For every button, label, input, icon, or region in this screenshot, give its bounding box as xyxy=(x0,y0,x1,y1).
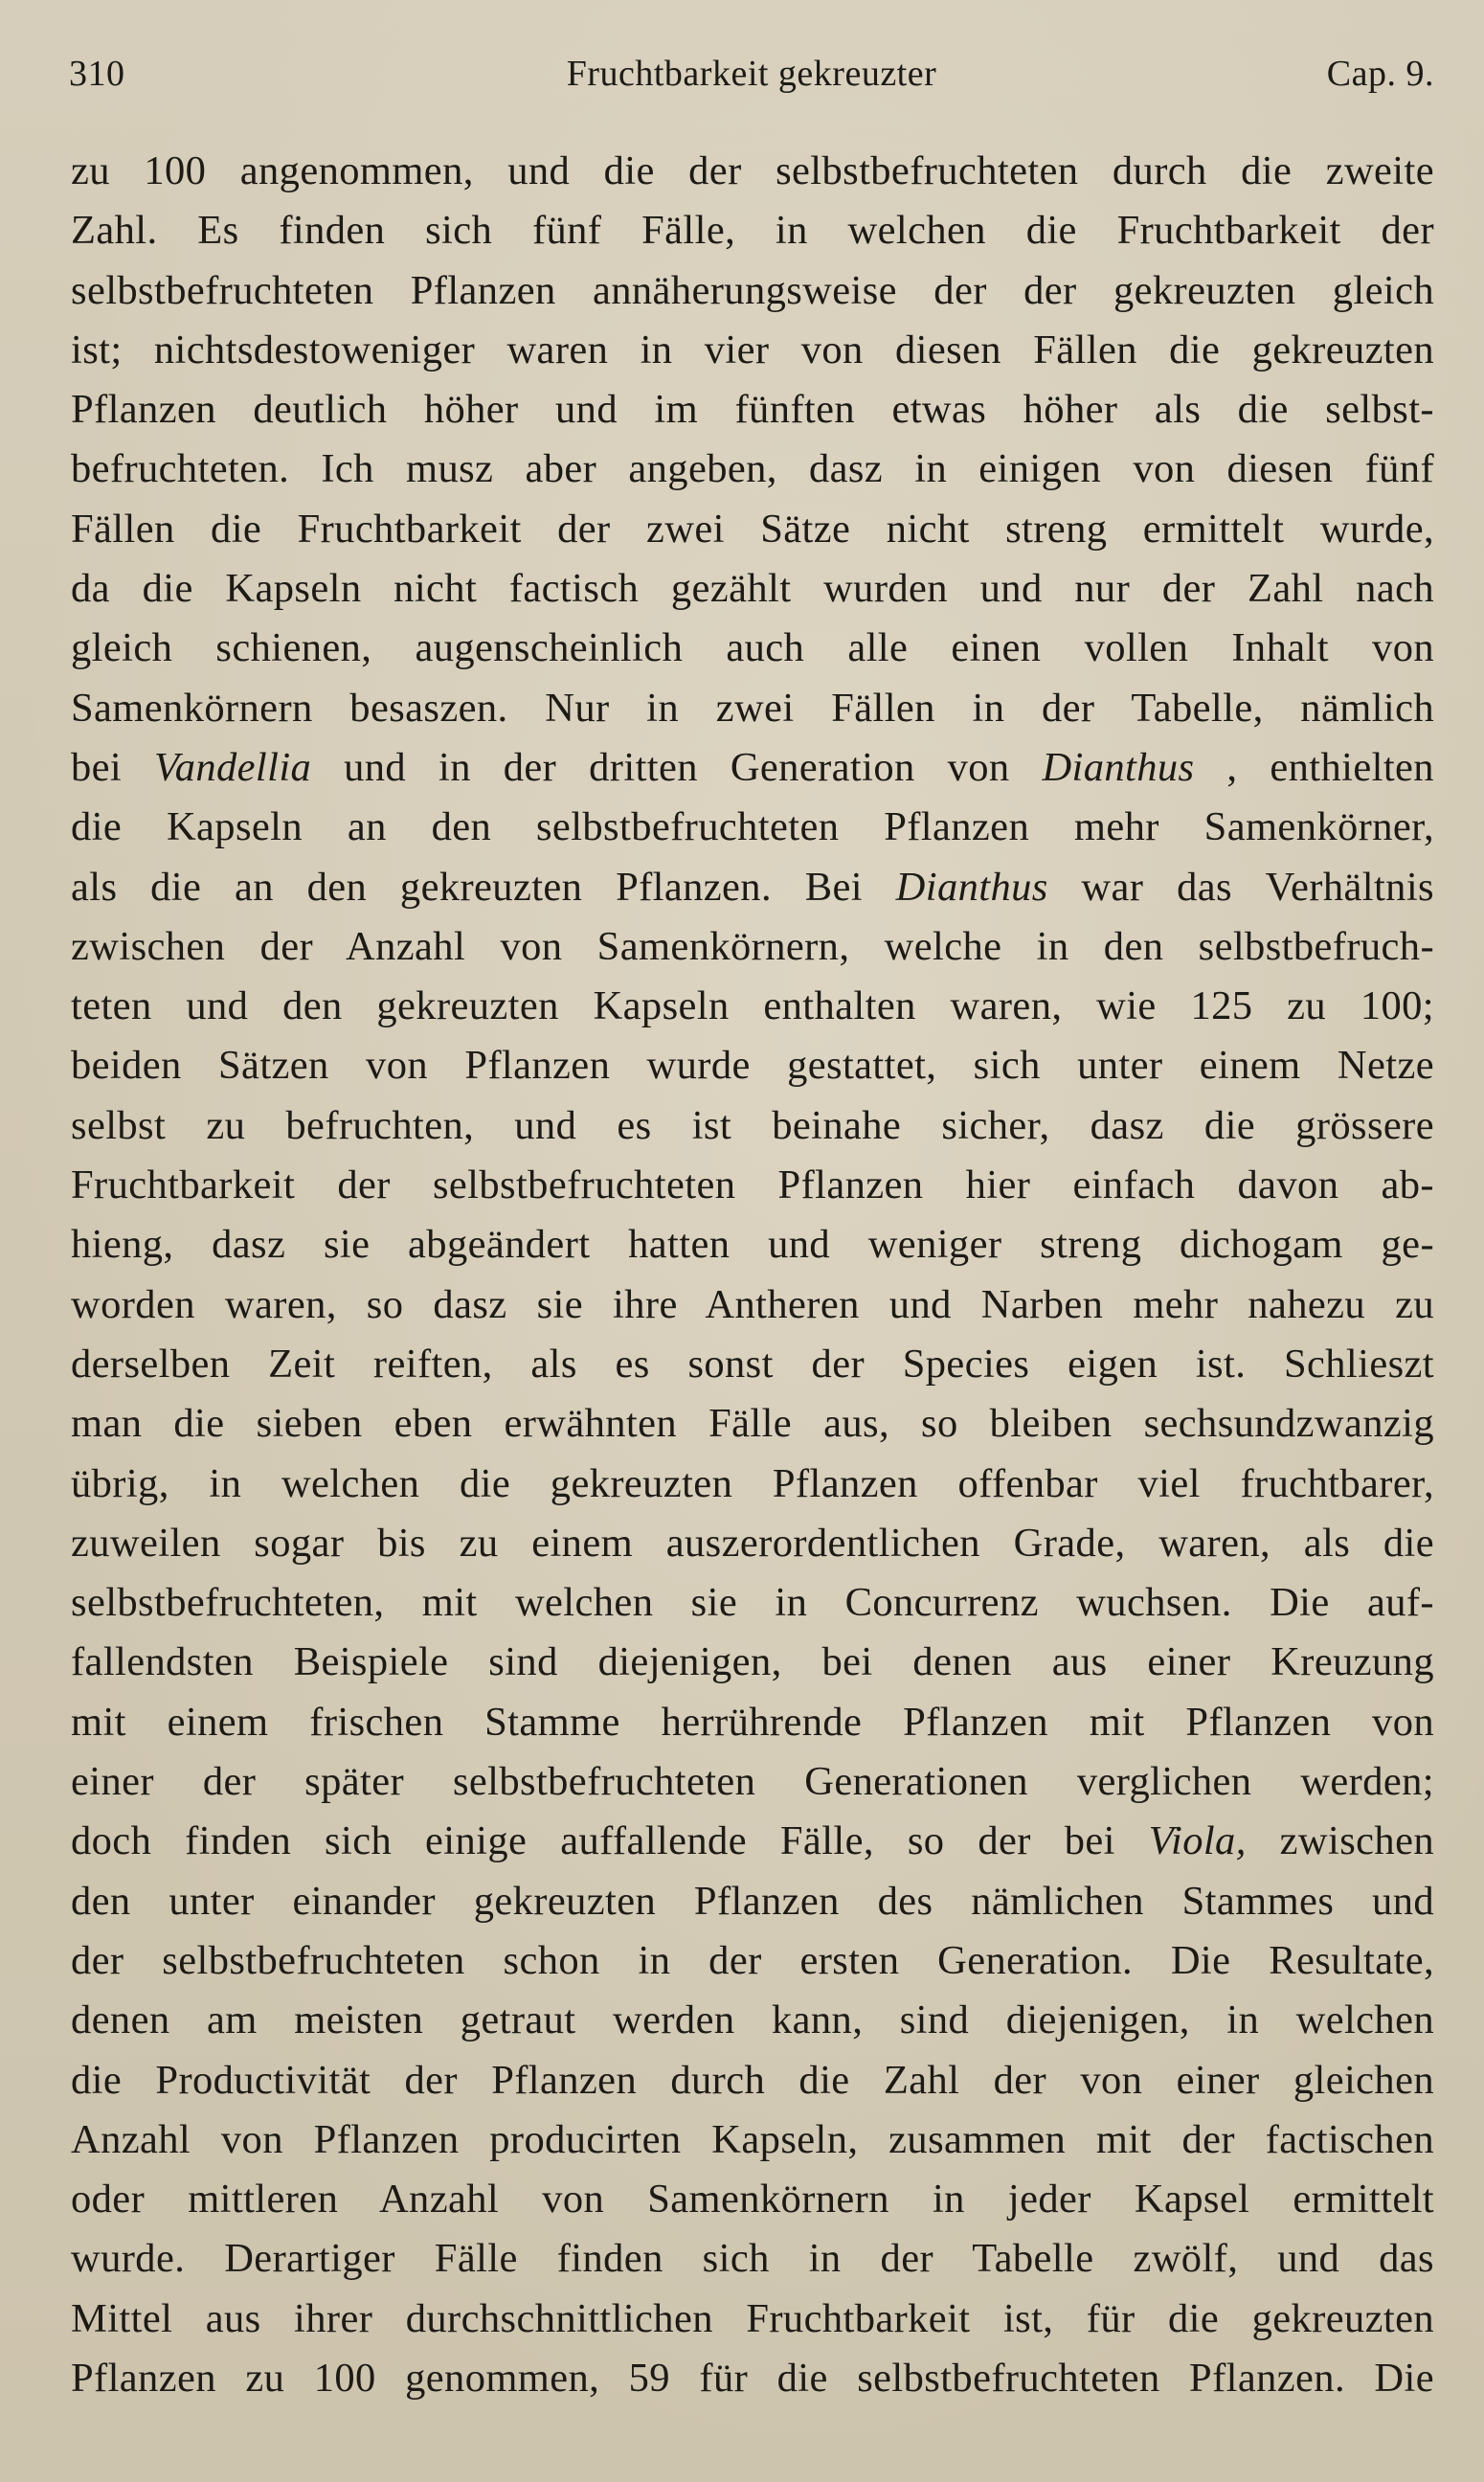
text-line xyxy=(71,858,1434,917)
body-text xyxy=(71,142,1434,2408)
text-line: der selbstbefruchteten schon in der ersten Generation. Die Resultate, xyxy=(71,1937,1434,1983)
word: bei xyxy=(71,744,123,790)
word: Bei xyxy=(804,864,863,910)
italic-word: Dianthus xyxy=(1042,744,1195,790)
word: das xyxy=(1177,864,1232,910)
word: der xyxy=(978,1818,1031,1864)
text-line: selbstbefruchteten Pflanzen annäherungsweise der der gekreuzten gleich xyxy=(71,267,1434,313)
text-line: Fällen die Fruchtbarkeit der zwei Sätze nicht streng ermittelt wurde, xyxy=(71,506,1434,552)
word: einige xyxy=(425,1818,528,1864)
text-line: den unter einander gekreuzten Pflanzen des nämlichen Stammes und xyxy=(71,1878,1434,1924)
word: gekreuzten xyxy=(399,864,583,910)
word: Pflanzen. xyxy=(616,864,772,910)
text-line: Pflanzen zu 100 genommen, 59 für die selbstbefruchteten Pflanzen. Die xyxy=(71,2355,1434,2401)
word: Fälle, xyxy=(779,1818,874,1864)
text-line: ist; nichtsdestoweniger waren in vier von diesen Fällen die gekreuzten xyxy=(71,327,1434,372)
text-line: oder mittleren Anzahl von Samenkörnern in jeder Kapsel ermittelt xyxy=(71,2177,1434,2223)
word: doch xyxy=(71,1818,152,1864)
word: so xyxy=(907,1818,945,1864)
text-line: befruchteten. Ich musz aber angeben, dasz in einigen von diesen fünf xyxy=(71,446,1434,492)
text-line: wurde. Derartiger Fälle finden sich in der Tabelle zwölf, und das xyxy=(71,2236,1434,2282)
word: enthielten xyxy=(1270,744,1434,790)
text-line: worden waren, so dasz sie ihre Antheren und Narben mehr nahezu zu xyxy=(71,1281,1434,1327)
text-line xyxy=(71,1812,1434,1871)
text-line xyxy=(71,738,1434,798)
word: an xyxy=(234,864,274,910)
word: , xyxy=(1226,744,1238,790)
italic-word: Viola, xyxy=(1148,1818,1247,1864)
text-line: man die sieben eben erwähnten Fälle aus, so bleiben sechsundzwanzig xyxy=(71,1401,1434,1447)
text-line: einer der später selbstbefruchteten Generationen verglichen werden; xyxy=(71,1759,1434,1805)
italic-word: Dianthus xyxy=(895,864,1048,910)
text-line: denen am meisten getraut werden kann, sind diejenigen, in welchen xyxy=(71,1997,1434,2043)
text-line: zwischen der Anzahl von Samenkörnern, welche in den selbstbefruch- xyxy=(71,923,1434,969)
text-line: Pflanzen deutlich höher und im fünften etwas höher als die selbst- xyxy=(71,387,1434,433)
text-line: derselben Zeit reiften, als es sonst der Species eigen ist. Schlieszt xyxy=(71,1341,1434,1387)
text-line: übrig, in welchen die gekreuzten Pflanzen offenbar viel fruchtbarer, xyxy=(71,1460,1434,1506)
text-line: Fruchtbarkeit der selbstbefruchteten Pflanzen hier einfach davon ab- xyxy=(71,1162,1434,1208)
text-line: selbstbefruchteten, mit welchen sie in Concurrenz wuchsen. Die auf- xyxy=(71,1580,1434,1626)
word: in xyxy=(438,744,471,790)
word: dritten xyxy=(589,744,698,790)
word: finden xyxy=(185,1818,292,1864)
text-line: gleich schienen, augenscheinlich auch alle einen vollen Inhalt von xyxy=(71,625,1434,671)
text-line: Anzahl von Pflanzen producirten Kapseln, zusammen mit der factischen xyxy=(71,2116,1434,2162)
word: und xyxy=(344,744,407,790)
text-line: selbst zu befruchten, und es ist beinahe sicher, dasz die grössere xyxy=(71,1102,1434,1148)
word: die xyxy=(150,864,202,910)
running-head xyxy=(69,50,1434,98)
header-title: Fruchtbarkeit gekreuzter xyxy=(566,54,937,94)
word: zwischen xyxy=(1279,1818,1434,1864)
text-line: die Productivität der Pflanzen durch die Zahl der von einer gleichen xyxy=(71,2057,1434,2103)
text-line: mit einem frischen Stamme herrührende Pflanzen mit Pflanzen von xyxy=(71,1699,1434,1745)
text-line: fallendsten Beispiele sind diejenigen, bei denen aus einer Kreuzung xyxy=(71,1639,1434,1685)
text-line: Zahl. Es finden sich fünf Fälle, in welchen die Fruchtbarkeit der xyxy=(71,208,1434,254)
word: von xyxy=(947,744,1010,790)
text-line: zuweilen sogar bis zu einem auszerordentlichen Grade, waren, als die xyxy=(71,1520,1434,1566)
italic-word: Vandellia xyxy=(154,744,312,790)
page-number: 310 xyxy=(69,54,125,94)
word: der xyxy=(503,744,557,790)
text-line: Samenkörnern besaszen. Nur in zwei Fällen in der Tabelle, nämlich xyxy=(71,685,1434,731)
word: Verhältnis xyxy=(1265,864,1434,910)
text-line: beiden Sätzen von Pflanzen wurde gestattet, sich unter einem Netze xyxy=(71,1043,1434,1089)
text-line: Mittel aus ihrer durchschnittlichen Fruchtbarkeit ist, für die gekreuzten xyxy=(71,2295,1434,2341)
word: sich xyxy=(325,1818,393,1864)
word: auffallende xyxy=(560,1818,747,1864)
text-line: zu 100 angenommen, und die der selbstbefruchteten durch die zweite xyxy=(71,148,1434,193)
text-line: hieng, dasz sie abgeändert hatten und weniger streng dichogam ge- xyxy=(71,1222,1434,1268)
text-line: teten und den gekreuzten Kapseln enthalten waren, wie 125 zu 100; xyxy=(71,983,1434,1029)
text-line: die Kapseln an den selbstbefruchteten Pflanzen mehr Samenkörner, xyxy=(71,804,1434,850)
chapter-label: Cap. 9. xyxy=(1326,54,1434,94)
word: den xyxy=(306,864,368,910)
word: bei xyxy=(1064,1818,1115,1864)
word: Generation xyxy=(730,744,915,790)
word: war xyxy=(1081,864,1144,910)
word: als xyxy=(71,864,118,910)
text-line: da die Kapseln nicht factisch gezählt wurden und nur der Zahl nach xyxy=(71,566,1434,612)
